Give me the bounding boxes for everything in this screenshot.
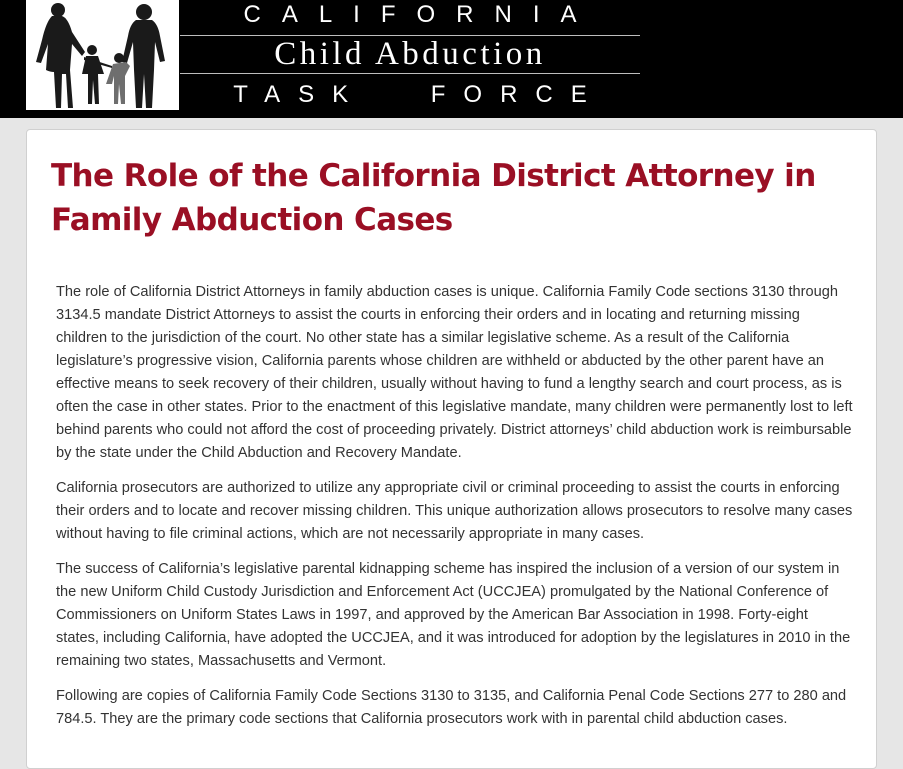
paragraph-role: The role of California District Attorneys in family abduction cases is unique. California Family Code sections 3130 through 3134.5 mandate District Attorneys to assist the courts in enforcing their orders and in locating and returning missing children to the jurisdiction of the court. No other state has a similar legislative scheme. As a result of the California legislature’s progressive vision, California parents whose children are withheld or abducted by the other parent have an effective means to seek recovery of their children, usually without having to fund a lengthy search and court process, as is often the case in other states. Prior to the enactment of this legislative mandate, many children were permanently lost to left behind parents who could not afford the cost of proceeding privately. District attorneys’ child abduction work is reimbursable by the state under the Child Abduction and Recovery Mandate. — [56, 284, 853, 461]
banner-divider-bottom — [180, 73, 640, 74]
content-card — [26, 129, 877, 769]
family-silhouette-icon — [26, 0, 179, 110]
site-header — [0, 0, 903, 118]
paragraph-code-sections: Following are copies of California Family Code Sections 3130 to 3135, and California Penal Code Sections 277 to 280 and 784.5. They are the primary code sections that California prosecutors work with in parental child abduction cases. — [56, 688, 847, 727]
banner-child-abduction: Child Abduction — [274, 36, 546, 72]
article-body — [56, 281, 854, 743]
page-title: The Role of the California District Attorney in Family Abduction Cases — [51, 158, 816, 238]
banner-california: CALIFORNIA — [243, 1, 598, 28]
paragraph-authorization: California prosecutors are authorized to utilize any appropriate civil or criminal proceeding to assist the courts in enforcing their orders and to locate and recover missing children. This unique authorization allows prosecutors to resolve many cases without having to file criminal actions, which are not necessarily appropriate in many cases. — [56, 480, 853, 542]
site-logo[interactable] — [26, 0, 179, 110]
banner-task-force: TASK FORCE — [233, 81, 605, 108]
paragraph-uccjea: The success of California’s legislative parental kidnapping scheme has inspired the inclusion of a version of our system in the new Uniform Child Custody Jurisdiction and Enforcement Act (UCCJEA) promulgated by the National Conference of Commissioners on Uniform States Laws in 1997, and approved by the American Bar Association in 1998. Forty-eight states, including California, have adopted the UCCJEA, and it was introduced for adoption by the legislatures in 2010 in the remaining two states, Massachusetts and Vermont. — [56, 561, 851, 669]
